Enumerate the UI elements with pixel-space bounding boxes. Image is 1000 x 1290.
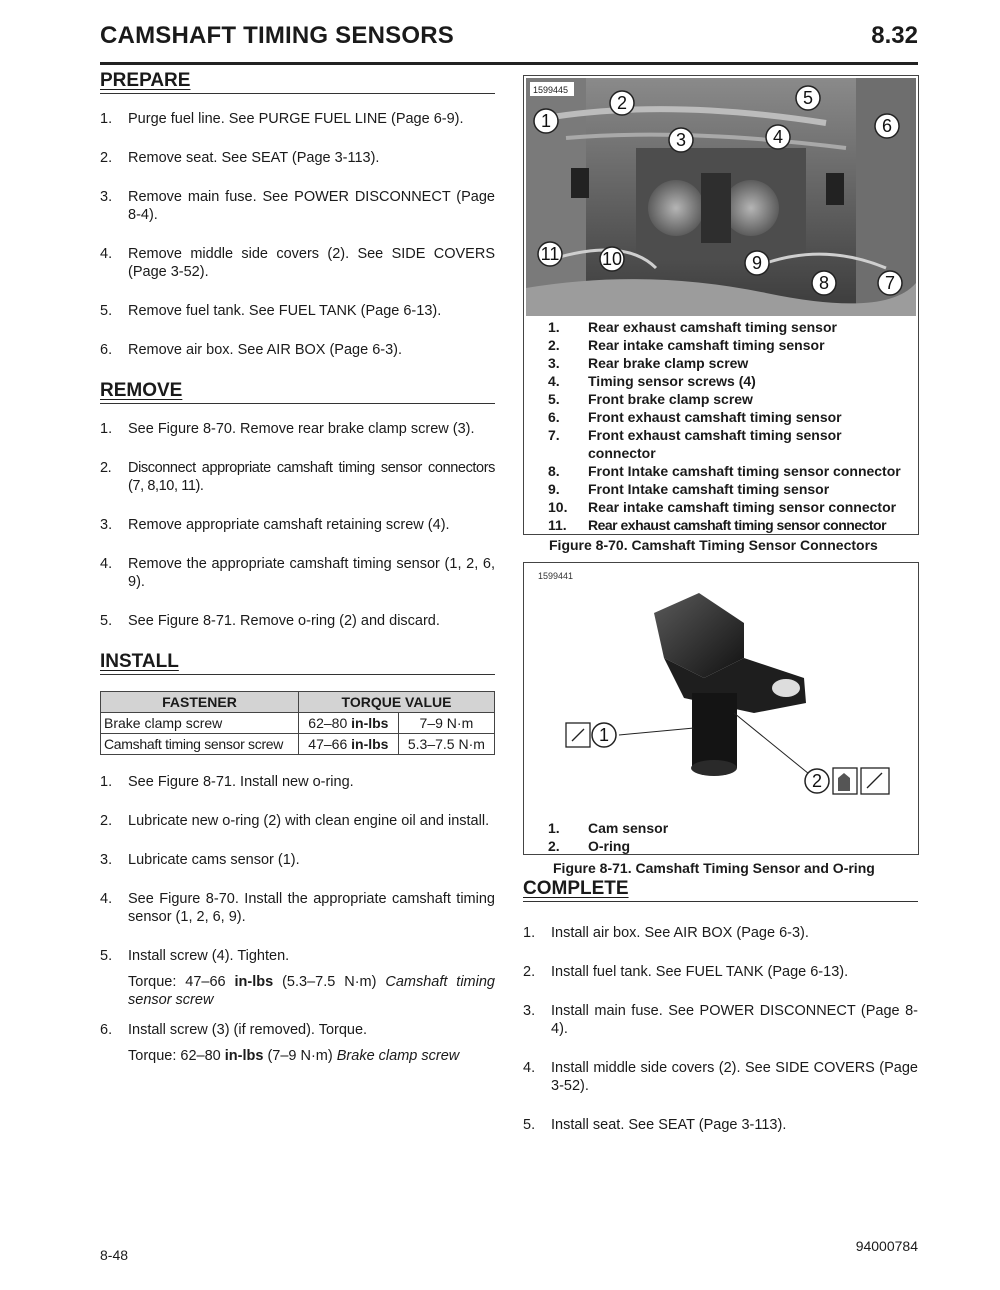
header-rule: [100, 62, 918, 65]
svg-text:3: 3: [675, 130, 687, 150]
list-item: 4. Remove middle side covers (2). See SIDE COVERS (Page 3-52).: [100, 246, 495, 280]
list-item: 2. Disconnect appropriate camshaft timing sensor connectors (7, 8,10, 11).: [100, 460, 495, 494]
legend-item: 2. Rear intake camshaft timing sensor: [548, 337, 825, 353]
list-item: 1. Purge fuel line. See PURGE FUEL LINE (Page 6-9).: [100, 111, 464, 127]
callout-2: [610, 91, 634, 115]
legend-item: 11. Rear exhaust camshaft timing sensor connector: [548, 517, 887, 533]
legend-item: 6. Front exhaust camshaft timing sensor: [548, 409, 842, 425]
torque-spec: Torque: 62–80 in-lbs (7–9 N·m) Brake clamp screw: [128, 1048, 460, 1064]
complete-steps: [523, 924, 918, 1134]
list-item: 1. See Figure 8-70. Remove rear brake clamp screw (3).: [100, 421, 475, 437]
list-item: 5. Remove fuel tank. See FUEL TANK (Page 6-13).: [100, 303, 442, 319]
legend-item: 7. Front exhaust camshaft timing sensor connector: [548, 427, 842, 461]
figure-70-legend: [548, 318, 918, 534]
install-heading: INSTALL: [100, 651, 495, 675]
remove-heading: REMOVE: [100, 380, 495, 404]
cam-sensor-drawing: [524, 563, 918, 813]
callout-7: [878, 271, 902, 295]
prepare-heading: PREPARE: [100, 70, 495, 94]
torque-table: [100, 691, 495, 755]
table-header: TORQUE VALUE: [299, 692, 495, 713]
figure-70-caption: Figure 8-70. Camshaft Timing Sensor Connectors: [549, 537, 878, 553]
figure-71-legend: [548, 819, 918, 855]
svg-text:10: 10: [601, 249, 623, 269]
document-number: 94000784: [855, 1238, 918, 1254]
legend-item: 9. Front Intake camshaft timing sensor: [548, 481, 830, 497]
legend-item: 2. O-ring: [548, 838, 630, 854]
list-item: 3. Install main fuse. See POWER DISCONNECT (Page 8-4).: [523, 1003, 918, 1037]
legend-item: 4. Timing sensor screws (4): [548, 373, 756, 389]
list-item: 3. Remove main fuse. See POWER DISCONNECT (Page 8-4).: [100, 189, 495, 223]
legend-item: 1. Cam sensor: [548, 820, 669, 836]
list-item: 1. See Figure 8-71. Install new o-ring.: [100, 774, 354, 790]
list-item: 4. See Figure 8-70. Install the appropriate camshaft timing sensor (1, 2, 6, 9).: [100, 891, 495, 925]
prepare-steps: [100, 110, 495, 359]
legend-item: 10. Rear intake camshaft timing sensor connector: [548, 499, 897, 515]
callout-6: [875, 114, 899, 138]
list-item: 5. Install screw (4). Tighten. Torque: 47–66 in-lbs (5.3–7.5 N·m) Camshaft timing sensor screw: [100, 948, 495, 1008]
svg-text:6: 6: [881, 116, 893, 136]
legend-item: 1. Rear exhaust camshaft timing sensor: [548, 319, 837, 335]
callout-2: [805, 769, 829, 793]
callout-9: [745, 251, 769, 275]
callout-3: [669, 128, 693, 152]
svg-text:1: 1: [598, 725, 610, 745]
callout-10: [600, 247, 624, 271]
table-header: FASTENER: [101, 692, 299, 713]
svg-text:2: 2: [616, 93, 628, 113]
list-item: 6. Remove air box. See AIR BOX (Page 6-3).: [100, 342, 403, 358]
legend-item: 8. Front Intake camshaft timing sensor connector: [548, 463, 901, 479]
engine-photo-drawing: [526, 78, 916, 316]
edit-icon: [861, 768, 889, 794]
svg-text:1: 1: [540, 111, 552, 131]
svg-text:4: 4: [772, 127, 784, 147]
callout-1: [534, 109, 558, 133]
list-item: 6. Install screw (3) (if removed). Torque. Torque: 62–80 in-lbs (7–9 N·m) Brake clamp screw: [100, 1021, 495, 1065]
callout-5: [796, 86, 820, 110]
page-number: 8-48: [100, 1247, 129, 1263]
page-title: CAMSHAFT TIMING SENSORS: [100, 22, 454, 49]
table-row: Camshaft timing sensor screw 47–66 in-lbs 5.3–7.5 N·m: [101, 734, 495, 755]
list-item: 3. Lubricate cams sensor (1).: [100, 852, 300, 868]
svg-text:5: 5: [802, 88, 814, 108]
list-item: 2. Install fuel tank. See FUEL TANK (Page 6-13).: [523, 964, 849, 980]
list-item: 5. Install seat. See SEAT (Page 3-113).: [523, 1117, 787, 1133]
figure-id: 1599445: [533, 85, 569, 95]
callout-8: [812, 271, 836, 295]
edit-icon: [566, 723, 590, 747]
torque-spec: Torque: 47–66 in-lbs (5.3–7.5 N·m) Camshaft timing sensor screw: [128, 974, 495, 1008]
svg-text:11: 11: [540, 244, 560, 264]
legend-item: 3. Rear brake clamp screw: [548, 355, 749, 371]
list-item: 2. Lubricate new o-ring (2) with clean engine oil and install.: [100, 813, 490, 829]
list-item: 2. Remove seat. See SEAT (Page 3-113).: [100, 150, 380, 166]
install-steps: [100, 773, 495, 1065]
right-column: [523, 878, 918, 1155]
svg-text:7: 7: [884, 273, 896, 293]
engine-photo: [526, 78, 916, 316]
callout-11: [538, 242, 562, 266]
section-number: 8.32: [871, 22, 918, 49]
left-column: [100, 70, 495, 1086]
svg-text:9: 9: [751, 253, 763, 273]
legend-item: 5. Front brake clamp screw: [548, 391, 753, 407]
complete-heading: COMPLETE: [523, 878, 918, 902]
table-row: Brake clamp screw 62–80 in-lbs 7–9 N·m: [101, 713, 495, 734]
figure-id: 1599441: [538, 571, 574, 581]
list-item: 4. Remove the appropriate camshaft timing sensor (1, 2, 6, 9).: [100, 556, 495, 590]
list-item: 4. Install middle side covers (2). See SIDE COVERS (Page 3-52).: [523, 1060, 918, 1094]
svg-text:2: 2: [811, 771, 823, 791]
callout-1: [592, 723, 616, 747]
remove-steps: [100, 420, 495, 630]
callout-4: [766, 125, 790, 149]
figure-8-70: [523, 75, 919, 535]
figure-71-caption: Figure 8-71. Camshaft Timing Sensor and O-ring: [553, 860, 875, 876]
list-item: 3. Remove appropriate camshaft retaining screw (4).: [100, 517, 450, 533]
lubricate-icon: [833, 768, 857, 794]
svg-text:8: 8: [818, 273, 830, 293]
list-item: 1. Install air box. See AIR BOX (Page 6-3).: [523, 925, 809, 941]
list-item: 5. See Figure 8-71. Remove o-ring (2) and discard.: [100, 613, 440, 629]
figure-8-71: [523, 562, 919, 855]
